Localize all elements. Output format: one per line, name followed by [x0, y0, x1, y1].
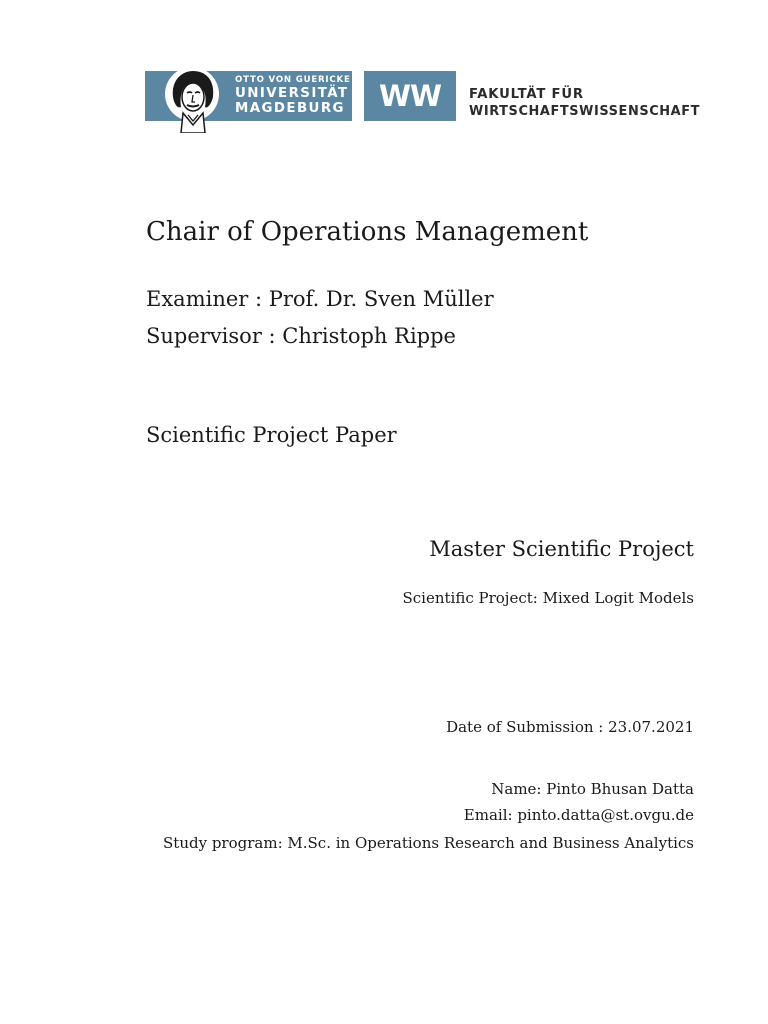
submission-date: Date of Submission : 23.07.2021 — [446, 718, 694, 736]
portrait-icon — [161, 67, 225, 133]
chair-title: Chair of Operations Management — [146, 217, 589, 247]
project-subtitle: Scientific Project: Mixed Logit Models — [402, 589, 694, 607]
author-name: Name: Pinto Bhusan Datta — [491, 780, 694, 798]
supervisor-line: Supervisor : Christoph Rippe — [146, 324, 456, 348]
university-line-3: MAGDEBURG — [235, 101, 345, 116]
paper-type: Scientific Project Paper — [146, 423, 397, 447]
examiner-line: Examiner : Prof. Dr. Sven Müller — [146, 287, 494, 311]
university-line-1: OTTO VON GUERICKE — [235, 75, 351, 85]
author-email: Email: pinto.datta@st.ovgu.de — [463, 806, 694, 824]
university-logo — [145, 71, 352, 121]
faculty-line-2: WIRTSCHAFTSWISSENSCHAFT — [469, 104, 701, 119]
faculty-name — [469, 86, 700, 120]
faculty-line-1: FAKULTÄT FÜR — [469, 87, 584, 102]
header-logos — [145, 71, 701, 121]
project-title: Master Scientific Project — [429, 537, 694, 561]
university-name — [235, 75, 351, 116]
faculty-logo-box: WW — [364, 71, 456, 121]
university-line-2: UNIVERSITÄT — [235, 86, 349, 101]
study-program: Study program: M.Sc. in Operations Research and Business Analytics — [163, 834, 694, 852]
